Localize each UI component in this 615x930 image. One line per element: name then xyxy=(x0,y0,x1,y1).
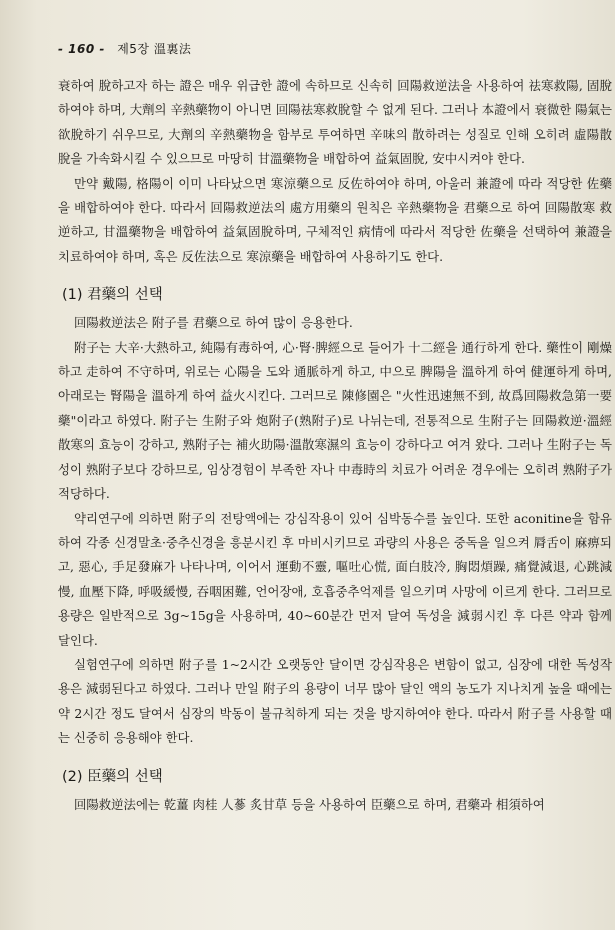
page-number: - 160 - xyxy=(58,42,105,56)
paragraph: 만약 戴陽, 格陽이 이미 나타났으면 寒涼藥으로 反佐하여야 하며, 아울러 兼證에 따라 적당한 佐藥을 배합하여야 한다. 따라서 回陽救逆法의 處方用藥의 원칙은 辛熱藥物을 君藥으로 하여 回陽散寒 救逆하고, 甘溫藥物을 배합하여 益氣固脫하며, 구체적인 病情에 따라서 적당한 佐藥을 선택하여 兼證을 치료하여야 하며, 혹은 反佐法으로 寒涼藥을 배합하여 사용하기도 한다. xyxy=(58,175,612,264)
paragraph: 실험연구에 의하면 附子를 1~2시간 오랫동안 달이면 강심작용은 변함이 없고, 심장에 대한 독성작용은 減弱된다고 하였다. 그러나 만일 附子의 용량이 너무 많아 달인 액의 농도가 지나치게 높을 때에는 약 2시간 정도 달여서 심장의 박동이 불규칙하게 되는 것을 방지하여야 한다. 따라서 附子를 사용할 때는 신중히 응용해야 한다. xyxy=(58,656,612,746)
page-body xyxy=(58,74,612,817)
chapter-title: 제5장 溫裏法 xyxy=(117,42,192,56)
section-heading: (1) 君藥의 선택 xyxy=(62,287,163,304)
paragraph: 衰하여 脫하고자 하는 證은 매우 위급한 證에 속하므로 신속히 回陽救逆法을 사용하여 祛寒救陽, 固脫하여야 하며, 大劑의 辛熱藥物이 아니면 回陽祛寒救脫할 수 없게 된다. 그러나 本證에서 衰微한 陽氣는 欲脫하기 쉬우므로, 大劑의 辛熱藥物을 함부로 투여하면 辛味의 散하려는 성질로 인해 오히려 虛陽散脫을 가속화시킬 수 있으므로 마땅히 甘溫藥物을 배합하여 益氣固脫, 安中시켜야 한다. xyxy=(58,78,612,167)
paragraph: 回陽救逆法에는 乾薑 肉桂 人蔘 炙甘草 등을 사용하여 臣藥으로 하며, 君藥과 相須하여 xyxy=(74,796,545,812)
running-header xyxy=(58,40,191,57)
section-heading: (2) 臣藥의 선택 xyxy=(62,768,163,785)
paragraph: 附子는 大辛·大熱하고, 純陽有毒하여, 心·腎·脾經으로 들어가 十二經을 通行하게 한다. 藥性이 剛燥하고 走하여 不守하며, 위로는 心陽을 도와 通脈하게 하고, 中으로 脾陽을 溫하게 하여 健運하게 하며, 아래로는 腎陽을 溫하게 하여 益火시킨다. 그러므로 陳修園은 "火性迅速無不到, 故爲回陽救急第一要藥"이라고 하였다. 附子는 生附子와 炮附子(熟附子)로 나뉘는데, 전통적으로 生附子는 回陽救逆·溫經散寒의 효능이 강하고, 熟附子는 補火助陽·溫散寒濕의 효능이 강하다고 여겨 왔다. 그러나 生附子는 독성이 熟附子보다 강하므로, 임상경험이 부족한 자나 中毒時의 치료가 어려운 경우에는 오히려 熟附子가 적당하다. xyxy=(58,339,612,502)
paragraph: 약리연구에 의하면 附子의 전탕액에는 강심작용이 있어 심박동수를 높인다. 또한 aconitine을 함유하여 각종 신경말초·중추신경을 흥분시킨 후 마비시키므로 과량의 사용은 중독을 일으켜 脣舌이 麻痹되고, 惡心, 手足發麻가 나타나며, 이어서 運動不靈, 嘔吐心慌, 面白肢冷, 胸悶煩躁, 痛覺減退, 心跳減慢, 血壓下降, 呼吸緩慢, 吞咽困難, 언어장애, 호흡중추억제를 일으키며 사망에 이르게 한다. 그러므로 용량은 일반적으로 3g~15g을 사용하며, 40~60분간 먼저 달여 독성을 減弱시킨 후 다른 약과 함께 달인다. xyxy=(58,510,612,648)
paragraph: 回陽救逆法은 附子를 君藥으로 하여 많이 응용한다. xyxy=(74,315,353,331)
